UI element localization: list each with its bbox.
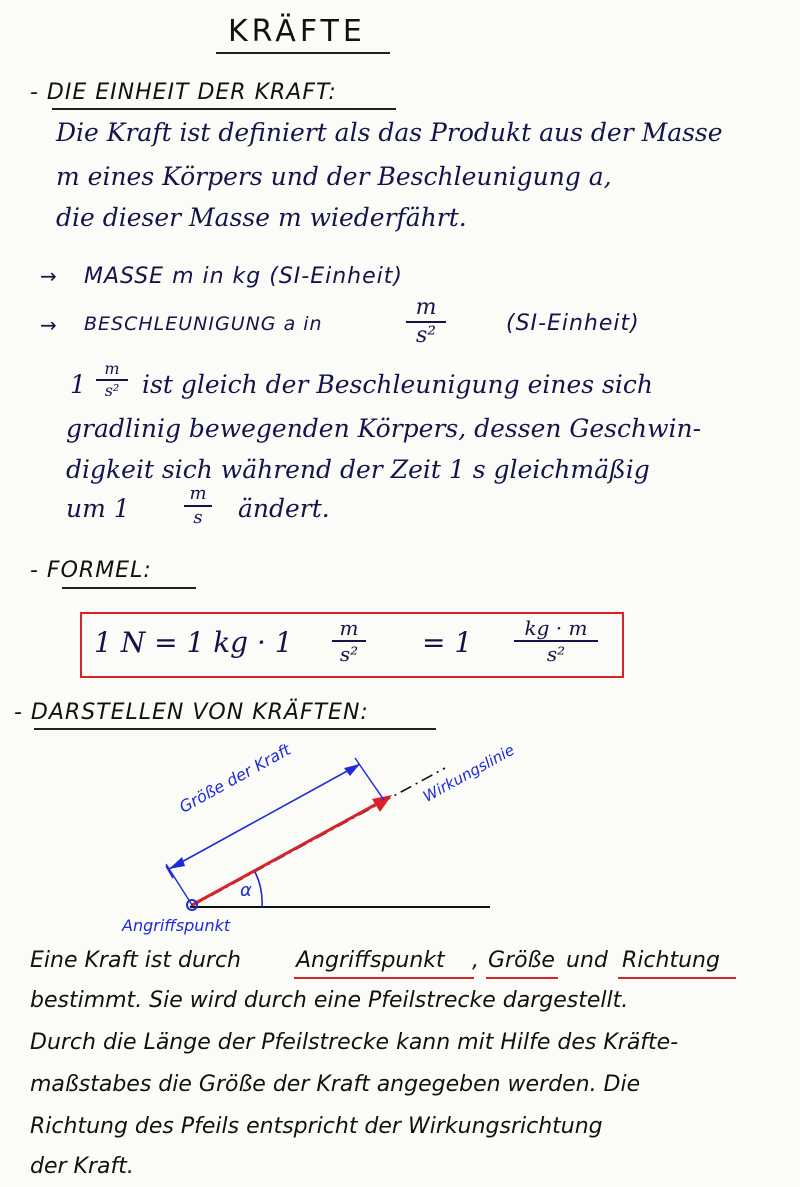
extension-line-start <box>166 864 192 905</box>
def-line-3: digkeit sich während der Zeit 1 s gleichmäßig <box>66 455 650 484</box>
dimension-line <box>169 764 360 869</box>
para-line-6: der Kraft. <box>30 1154 134 1179</box>
dimension-arrowhead-start <box>169 857 185 869</box>
angle-arc <box>255 872 262 907</box>
fraction-numerator: m <box>189 483 207 504</box>
underline-magnitude <box>486 977 558 979</box>
label-line-of-action: Wirkungslinie <box>420 740 518 806</box>
para-line-4: maßstabes die Größe der Kraft angegeben werden. Die <box>30 1072 641 1097</box>
para-line-5: Richtung des Pfeils entspricht der Wirkungsrichtung <box>30 1114 603 1139</box>
page-title: KRÄFTE <box>228 14 366 49</box>
fraction-numerator: m <box>104 359 120 378</box>
para-line-2: bestimmt. Sie wird durch eine Pfeilstrecke dargestellt. <box>30 988 629 1013</box>
formula-left: 1 N = 1 kg · 1 <box>94 626 293 659</box>
keyword-application-point: Angriffspunkt <box>296 948 445 973</box>
para-comma: , <box>472 948 479 973</box>
definition-line-3: die dieser Masse m wiederfährt. <box>56 203 467 232</box>
fraction-denominator: s² <box>415 323 437 348</box>
label-magnitude: Größe der Kraft <box>176 739 294 817</box>
list-item-acceleration: BESCHLEUNIGUNG a in <box>84 313 323 335</box>
si-note: (SI-Einheit) <box>506 311 640 336</box>
definition-line-2: m eines Körpers und der Beschleunigung a, <box>56 162 612 191</box>
fraction-denominator: s² <box>104 381 120 400</box>
def-line-4: um 1 <box>66 494 130 523</box>
fraction-denominator: s <box>193 507 203 528</box>
dimension-arrowhead-end <box>344 764 360 776</box>
fraction-numerator: kg · m <box>524 616 588 640</box>
para-line-3: Durch die Länge der Pfeilstrecke kann mit Hilfe des Kräfte- <box>30 1030 679 1055</box>
fraction-numerator: m <box>415 295 437 320</box>
label-application-point: Angriffspunkt <box>122 916 231 935</box>
underline-application-point <box>294 977 474 979</box>
fraction-denominator: s² <box>546 642 566 666</box>
section-heading-formula: - FORMEL: <box>30 558 152 583</box>
section-heading-unit: - DIE EINHEIT DER KRAFT: <box>30 80 337 105</box>
formula-equals: = 1 <box>422 626 473 659</box>
force-arrow <box>192 801 382 905</box>
para-line-1-start: Eine Kraft ist durch <box>30 948 241 973</box>
section-heading-representation: - DARSTELLEN VON KRÄFTEN: <box>14 700 369 725</box>
keyword-direction: Richtung <box>622 948 720 973</box>
fraction-numerator: m <box>339 616 359 640</box>
list-arrow-2: → <box>40 313 58 337</box>
def-line-1: ist gleich der Beschleunigung eines sich <box>142 370 653 399</box>
angle-label: α <box>240 880 252 901</box>
list-arrow-1: → <box>40 264 58 288</box>
def-line-4-end: ändert. <box>238 494 330 523</box>
definition-line-1: Die Kraft ist definiert als das Produkt aus der Masse <box>56 118 723 147</box>
para-and: und <box>566 948 608 973</box>
keyword-magnitude: Größe <box>488 948 555 973</box>
underline-direction <box>618 977 736 979</box>
list-item-mass: MASSE m in kg (SI-Einheit) <box>84 264 403 289</box>
def-lead: 1 <box>70 370 86 399</box>
fraction-denominator: s² <box>339 642 359 666</box>
def-line-2: gradlinig bewegenden Körpers, dessen Geschwin- <box>66 414 702 443</box>
